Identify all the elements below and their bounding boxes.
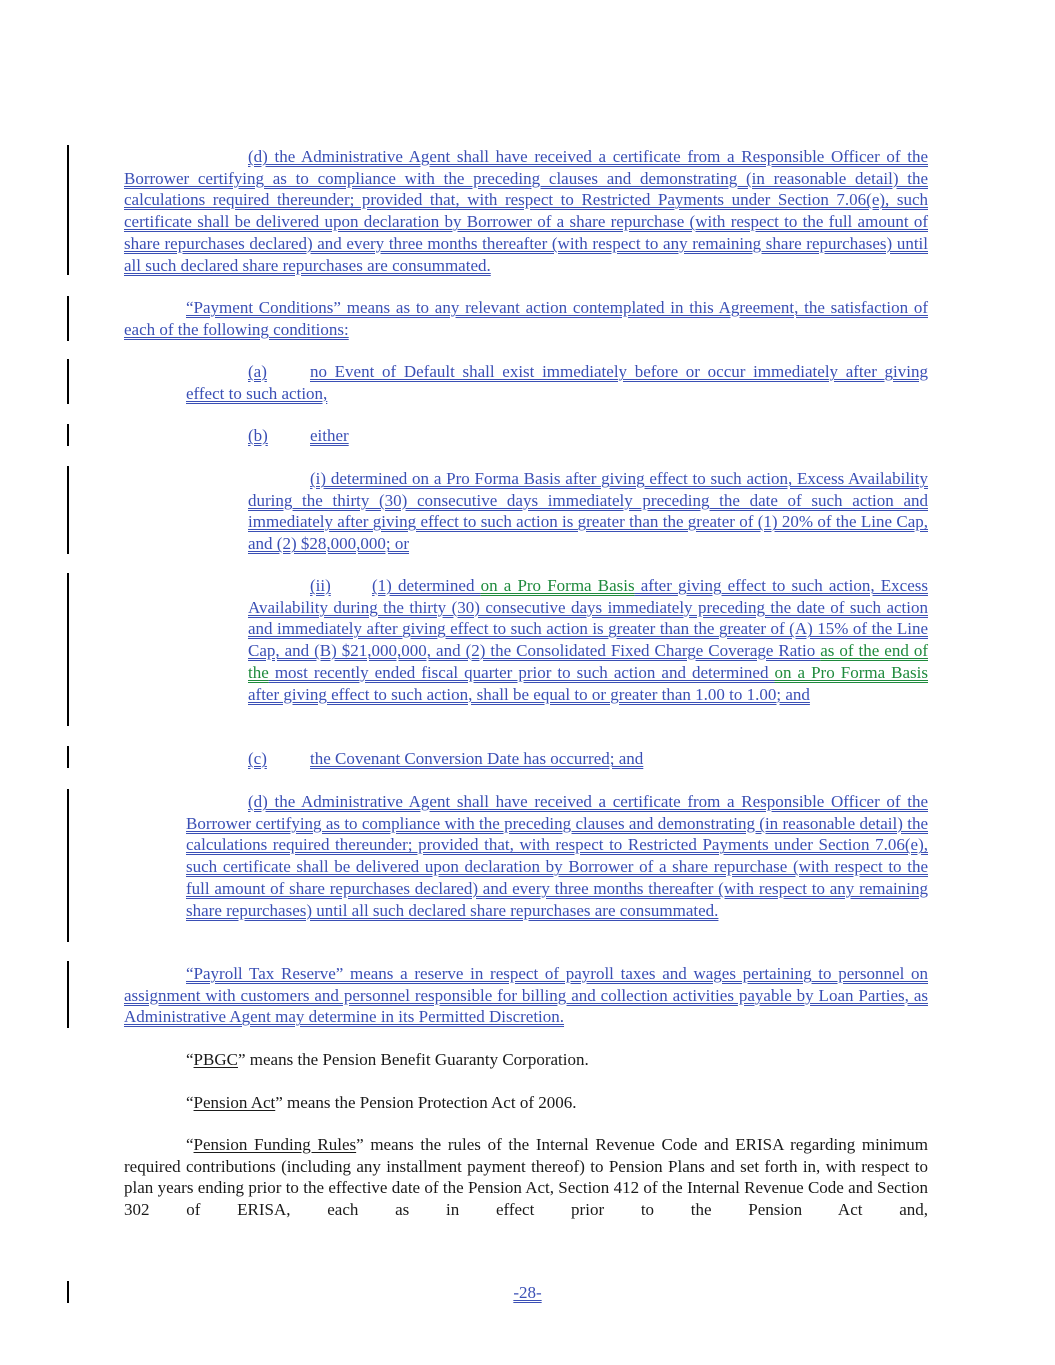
change-bar bbox=[67, 746, 69, 768]
change-bar bbox=[67, 789, 69, 942]
moved-text: on a Pro Forma Basis bbox=[774, 662, 928, 682]
definition-pension-act: “Pension Act” means the Pension Protection Act of 2006. bbox=[186, 1093, 577, 1112]
defined-term: PBGC bbox=[193, 1050, 238, 1069]
definition-pbgc: “PBGC” means the Pension Benefit Guaranty Corporation. bbox=[186, 1050, 589, 1069]
clause-label: (c) bbox=[248, 749, 267, 768]
clause-b-ii bbox=[248, 575, 928, 705]
clause-b bbox=[248, 425, 928, 447]
clause-label: (a) bbox=[248, 362, 267, 381]
change-bar bbox=[67, 573, 69, 726]
change-bar bbox=[67, 466, 69, 554]
moved-text: as of the end of the bbox=[248, 641, 928, 682]
definition-payment-conditions bbox=[124, 297, 928, 340]
inserted-text: (1) determined bbox=[372, 576, 481, 595]
paragraph-top-d bbox=[124, 146, 928, 276]
page-number: -28- bbox=[513, 1283, 542, 1302]
inserted-text: after giving effect to such action, shall be equal to or greater than 1.00 to 1.00; and bbox=[248, 684, 810, 704]
inserted-text: (d) the Administrative Agent shall have received a certificate from a Responsible Officer of the Borrower certifying as to compliance with the preceding clauses and demonstrating (in reasonable detail) the calculations required thereunder; provided that, with respect to Restricted Payments under Section 7.06(e), such certificate shall be delivered upon declaration by Borrower of a share repurchase (with respect to the full amount of share repurchases declared) and every three months thereafter (with respect to any remaining share repurchases) until all such declared share repurchases are consummated. bbox=[186, 792, 928, 920]
change-bar bbox=[67, 424, 69, 446]
clause-d bbox=[186, 791, 928, 921]
definition-payroll-tax-reserve bbox=[124, 963, 928, 1028]
inserted-text: “Payment Conditions” means as to any relevant action contemplated in this Agreement, the satisfaction of each of the following conditions: bbox=[124, 298, 928, 339]
clause-label: (ii) bbox=[310, 576, 331, 595]
inserted-text: no Event of Default shall exist immediately before or occur immediately after giving effect to such action, bbox=[186, 362, 928, 403]
clause-label: (b) bbox=[248, 426, 268, 445]
inserted-text: (i) determined on a Pro Forma Basis after giving effect to such action, Excess Availability during the thirty (30) consecutive days immediately preceding the date of such action and immediately after giving effect to such action is greater than the greater of (1) 20% of the Line Cap, and (2) $28,000,000; or bbox=[248, 469, 928, 554]
change-bar bbox=[67, 359, 69, 404]
inserted-text: the Covenant Conversion Date has occurred; and bbox=[310, 749, 644, 768]
change-bar bbox=[67, 961, 69, 1028]
defined-term: Pension Act bbox=[193, 1093, 276, 1112]
defined-term: Pension Funding Rules bbox=[193, 1135, 357, 1154]
inserted-text: after giving effect to such action, Excess Availability during the thirty (30) consecutive days immediately preceding the date of such action and immediately after giving effect to such action is greater than the greater of (A) 15% of the Line Cap, and (B) $21,000,000, and (2) the Consolidated Fixed Charge Coverage Ratio bbox=[248, 576, 928, 661]
definition-pension-funding-rules: “Pension Funding Rules” means the rules of the Internal Revenue Code and ERISA regarding minimum required contributions (including any installment payment thereof) to Pension Plans and set forth in, with respect to plan years ending prior to the effective date of the Pension Act, Section 412 of the Internal Revenue Code and Section 302 of ERISA, each as in effect prior to the Pension Act and, bbox=[124, 1135, 928, 1220]
inserted-text: (d) the Administrative Agent shall have received a certificate from a Responsible Officer of the Borrower certifying as to compliance with the preceding clauses and demonstrating (in reasonable detail) the calculations required thereunder; provided that, with respect to Restricted Payments under Section 7.06(e), such certificate shall be delivered upon declaration by Borrower of a share repurchase (with respect to the full amount of share repurchases declared) and every three months thereafter (with respect to any remaining share repurchases) until all such declared share repurchases are consummated. bbox=[124, 147, 928, 275]
inserted-text: either bbox=[310, 426, 349, 445]
clause-b-i bbox=[248, 468, 928, 555]
change-bar bbox=[67, 145, 69, 275]
change-bar bbox=[67, 296, 69, 341]
inserted-text: most recently ended fiscal quarter prior to such action and determined bbox=[268, 662, 775, 682]
moved-text: on a Pro Forma Basis bbox=[480, 576, 635, 595]
inserted-text: “Payroll Tax Reserve” means a reserve in respect of payroll taxes and wages pertaining to personnel on assignment with customers and personnel responsible for billing and collection activities payable by Loan Parties, as Administrative Agent may determine in its Permitted Discretion. bbox=[124, 964, 928, 1027]
clause-c bbox=[248, 748, 928, 770]
clause-a bbox=[186, 361, 928, 404]
